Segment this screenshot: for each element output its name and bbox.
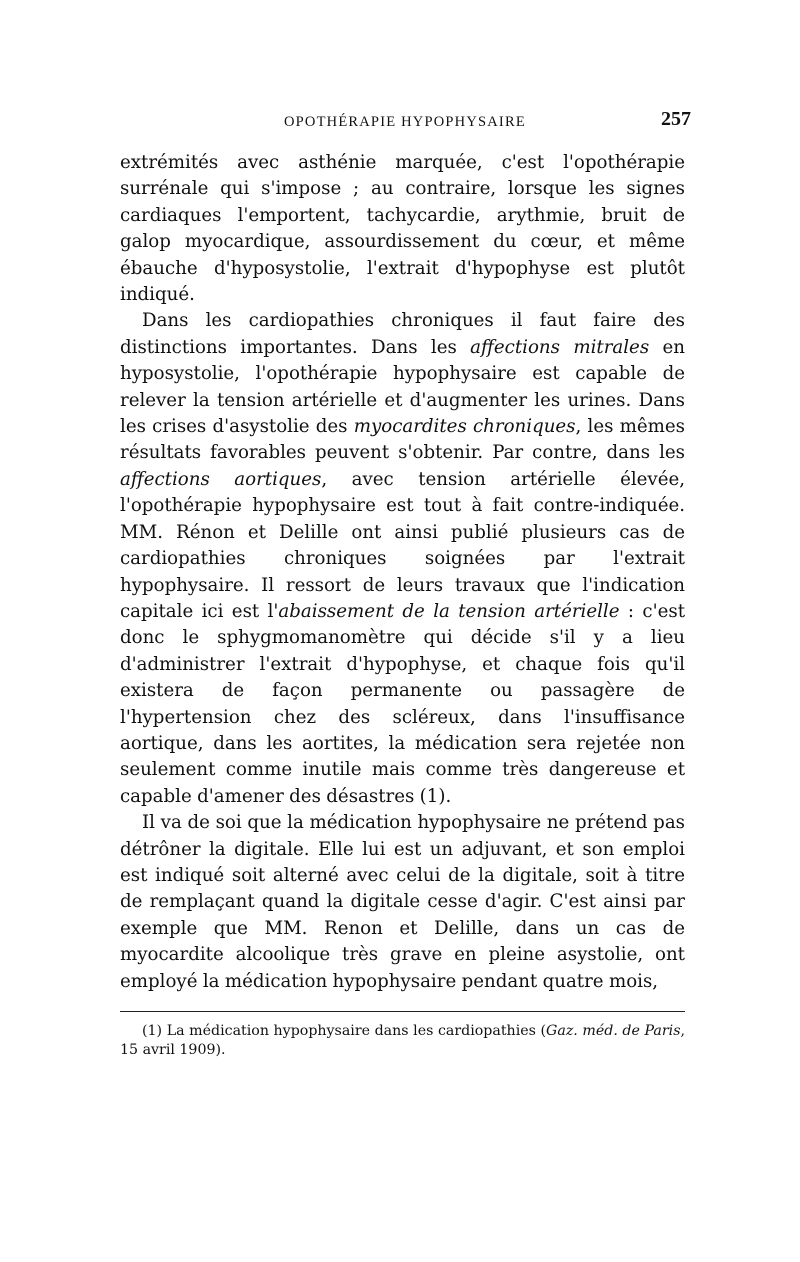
running-head [120, 108, 691, 140]
italic-text-segment: affections aortiques [120, 468, 322, 490]
book-page [120, 108, 691, 1059]
paragraph [120, 810, 685, 995]
text-segment: , avec tension artérielle élevée, l'opothérapie hypophysaire est tout à fait contre-indiquée. MM. Rénon et Delille ont ainsi publié plusieurs cas de cardiopathies chroniques soignées par l'extrait hypophysaire. Il ressort de leurs travaux que l'indication capitale ici est l' [120, 468, 686, 622]
text-segment: Dans les cardiopathies chroniques il faut faire des distinctions importantes. Dans les [120, 310, 685, 358]
page-number: 257 [661, 108, 691, 130]
text-segment: , 15 avril 1909). [120, 1023, 685, 1058]
body-text [120, 150, 685, 995]
text-segment: (1) La médication hypophysaire dans les cardiopathies ( [142, 1023, 547, 1039]
running-title: OPOTHÉRAPIE HYPOPHYSAIRE [284, 114, 526, 130]
paragraph [120, 150, 685, 308]
text-segment: : c'est donc le sphygmomanomètre qui décide s'il y a lieu d'administrer l'extrait d'hypophyse, et chaque fois qu'il existera de façon permanente ou passagère de l'hypertension chez des scléreux, dans l'insuffisance aortique, dans les aortites, la médication sera rejetée non seulement comme inutile mais comme très dangereuse et capable d'amener des désastres (1). [120, 600, 685, 807]
text-segment: extrémités avec asthénie marquée, c'est l'opothérapie surrénale qui s'impose ; au contraire, lorsque les signes cardiaques l'emportent, tachycardie, arythmie, bruit de galop myocardique, assourdissement du cœur, et même ébauche d'hyposystolie, l'extrait d'hypophyse est plutôt indiqué. [120, 152, 685, 306]
footnote [120, 1022, 685, 1059]
italic-text-segment: myocardites chroniques [353, 416, 576, 438]
italic-text-segment: affections mitrales [470, 336, 650, 358]
footnote-divider [120, 1011, 685, 1012]
text-segment: en hyposystolie, l'opothérapie hypophysaire est capable de relever la tension artérielle et d'augmenter les urines. Dans les crises d'asystolie des [120, 336, 685, 438]
italic-text-segment: abaissement de la tension artérielle [278, 600, 620, 622]
text-segment: , les mêmes résultats favorables peuvent s'obtenir. Par contre, dans les [120, 416, 686, 464]
italic-text-segment: Gaz. méd. de Paris [546, 1023, 681, 1039]
paragraph [120, 308, 685, 810]
text-segment: Il va de soi que la médication hypophysaire ne prétend pas détrôner la digitale. Elle lui est un adjuvant, et son emploi est indiqué soit alterné avec celui de la digitale, soit à titre de remplaçant quand la digitale cesse d'agir. C'est ainsi par exemple que MM. Renon et Delille, dans un cas de myocardite alcoolique très grave en pleine asystolie, ont employé la médication hypophysaire pendant quatre mois, [120, 812, 685, 992]
